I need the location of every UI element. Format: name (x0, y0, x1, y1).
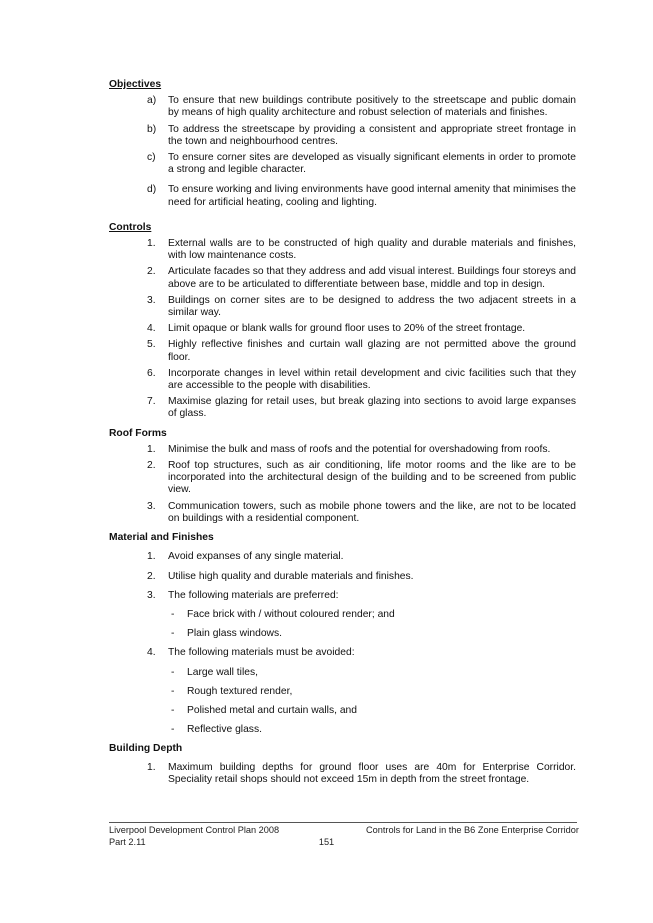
list-marker: 3. (147, 500, 156, 512)
footer-divider (109, 822, 577, 823)
depth-item (109, 762, 576, 786)
list-text: Incorporate changes in level within retail development and civic facilities such that they are accessible to the people with disabilities. (168, 367, 576, 392)
objective-item (109, 152, 576, 176)
list-text: Buildings on corner sites are to be designed to address the two adjacent streets in a similar way. (168, 294, 576, 319)
objective-item (109, 124, 576, 148)
list-text: Rough textured render, (187, 685, 293, 697)
preferred-material-item (109, 609, 576, 621)
list-text: Highly reflective finishes and curtain wall glazing are not permitted above the ground floor. (168, 339, 576, 363)
control-item (109, 323, 576, 335)
footer-left-line2: Part 2.11 (109, 837, 146, 847)
list-text: Reflective glass. (187, 724, 262, 736)
control-item (109, 238, 576, 262)
list-marker: 3. (147, 294, 156, 306)
list-text: Minimise the bulk and mass of roofs and the potential for overshadowing from roofs. (168, 443, 551, 455)
list-marker: d) (147, 184, 157, 196)
list-marker: 2. (147, 266, 156, 278)
list-text: The following materials must be avoided: (168, 647, 355, 659)
list-marker: 1. (147, 443, 156, 455)
materials-heading: Material and Finishes (109, 532, 214, 544)
list-marker: 2. (147, 570, 156, 582)
objective-item (109, 184, 576, 208)
control-item (109, 396, 576, 420)
roof-item (109, 460, 576, 497)
preferred-material-item (109, 628, 576, 640)
controls-heading: Controls (109, 221, 152, 233)
list-text: Roof top structures, such as air conditioning, life motor rooms and the like are to be incorporated into the architectural design of the building and to be screened from public view. (168, 460, 576, 496)
objectives-heading: Objectives (109, 79, 162, 90)
list-text: To ensure working and living environments have good internal amenity that minimises the need for artificial heating, cooling and lighting. (168, 184, 576, 208)
control-item (109, 295, 576, 319)
avoided-material-item (109, 724, 576, 736)
list-text: Limit opaque or blank walls for ground floor uses to 20% of the street frontage. (168, 323, 526, 335)
control-item (109, 266, 576, 290)
list-marker: 1. (147, 551, 156, 563)
list-text: Articulate facades so that they address and add visual interest. Buildings four storeys and above are to be articulated to differentiate between base, middle and top in design. (168, 266, 576, 290)
list-marker: 1. (147, 238, 156, 250)
list-text: Face brick with / without coloured render; and (187, 608, 395, 620)
list-text: To ensure that new buildings contribute positively to the streetscape and public domain by means of high quality architecture and robust selection of materials and finishes. (168, 95, 576, 119)
material-item (109, 551, 576, 563)
list-text: Plain glass windows. (187, 628, 283, 640)
avoided-material-item (109, 686, 576, 698)
avoided-material-item (109, 705, 576, 717)
list-marker: 1. (147, 761, 156, 773)
page-content (109, 79, 576, 786)
list-marker: c) (147, 152, 156, 164)
dash-marker: - (171, 666, 175, 678)
roof-item (109, 501, 576, 525)
list-marker: 6. (147, 367, 156, 379)
list-text: The following materials are preferred: (168, 589, 339, 601)
list-marker: b) (147, 123, 157, 135)
dash-marker: - (171, 685, 175, 697)
list-marker: 4. (147, 647, 156, 659)
dash-marker: - (171, 704, 175, 716)
list-text: Large wall tiles, (187, 666, 258, 678)
list-marker: a) (147, 95, 157, 107)
list-text: Utilise high quality and durable materials and finishes. (168, 570, 414, 582)
list-marker: 3. (147, 589, 156, 601)
footer-right-line1: Controls for Land in the B6 Zone Enterprise Corridor (366, 825, 579, 835)
material-item (109, 590, 576, 602)
control-item (109, 339, 576, 363)
list-marker: 5. (147, 339, 156, 351)
material-item (109, 571, 576, 583)
control-item (109, 368, 576, 392)
roof-item (109, 444, 576, 456)
list-text: To address the streetscape by providing a consistent and appropriate street frontage in the town and neighbourhood centres. (168, 123, 576, 147)
dash-marker: - (171, 628, 175, 640)
building-depth-heading: Building Depth (109, 743, 183, 755)
list-text: Maximise glazing for retail uses, but break glazing into sections to avoid large expanses of glass. (168, 396, 576, 420)
page-number: 151 (318, 837, 335, 847)
list-text: Polished metal and curtain walls, and (187, 704, 357, 716)
list-text: Avoid expanses of any single material. (168, 551, 344, 563)
material-item (109, 647, 576, 659)
list-marker: 7. (147, 396, 156, 408)
footer-left-line1: Liverpool Development Control Plan 2008 (109, 825, 280, 835)
list-text: Maximum building depths for ground floor uses are 40m for Enterprise Corridor. Speciality retail shops should not exceed 15m in depth from the street frontage. (168, 761, 576, 785)
dash-marker: - (171, 608, 175, 620)
list-marker: 2. (147, 460, 156, 472)
list-text: To ensure corner sites are developed as visually significant elements in order to promote a strong and legible character. (168, 152, 576, 176)
avoided-material-item (109, 667, 576, 679)
roof-forms-heading: Roof Forms (109, 427, 167, 439)
list-text: External walls are to be constructed of high quality and durable materials and finishes, with low maintenance costs. (168, 238, 576, 262)
objective-item (109, 95, 576, 119)
dash-marker: - (171, 724, 175, 736)
list-text: Communication towers, such as mobile phone towers and the like, are not to be located on buildings with a residential component. (168, 500, 576, 524)
list-marker: 4. (147, 323, 156, 335)
